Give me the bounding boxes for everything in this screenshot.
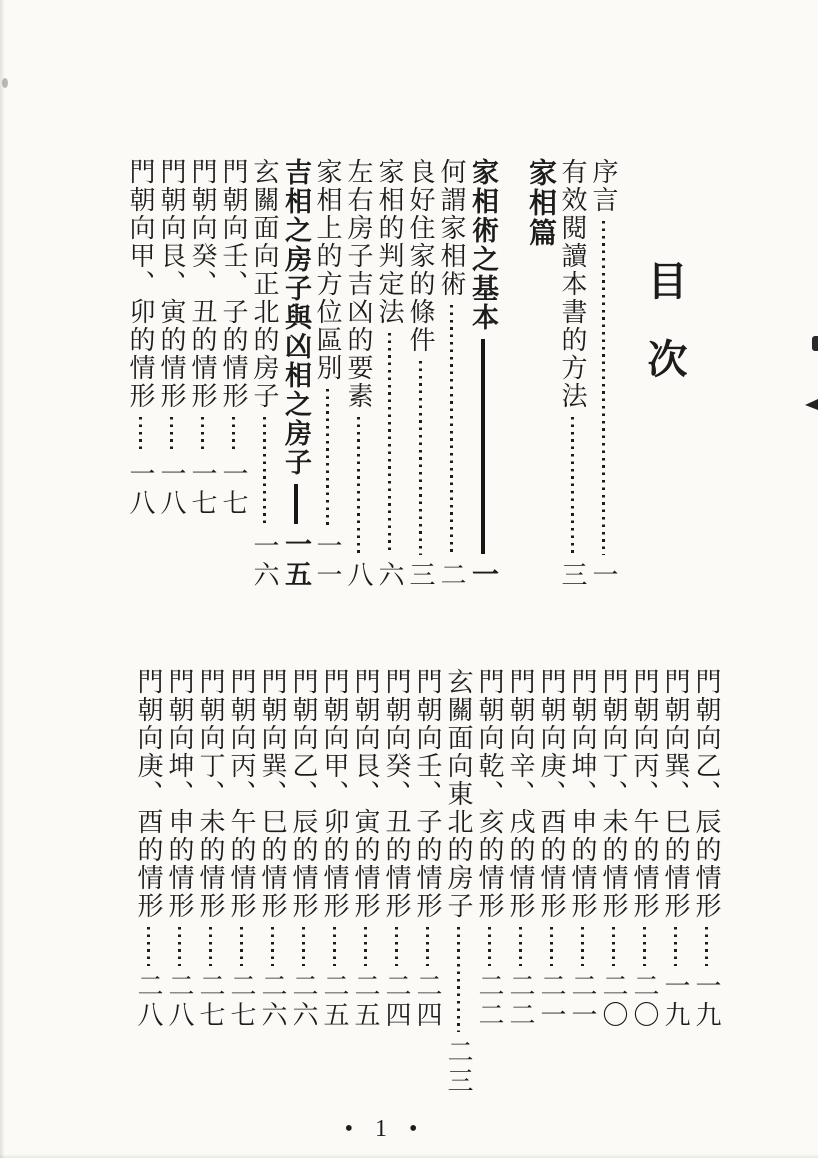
toc-page-number: 一八	[126, 460, 155, 518]
toc-entry	[259, 668, 285, 1030]
toc-entry	[220, 158, 246, 518]
page-number-text: • 1 •	[344, 1116, 426, 1142]
toc-entry	[414, 668, 440, 1030]
leader-dots	[457, 927, 460, 1032]
toc-page-number: 一一	[313, 532, 342, 590]
leader-dots	[364, 927, 367, 966]
toc-page-number: 一八	[157, 460, 186, 518]
toc-entry-title: 玄關面向東北的房子	[444, 668, 473, 920]
toc-page-number: 二三	[444, 1038, 473, 1096]
toc-page-number: 一九	[661, 972, 690, 1030]
toc-entry	[290, 668, 316, 1030]
leader-line	[481, 339, 485, 554]
toc-entry	[314, 158, 340, 590]
toc-entry-title: 門朝向丁、未的情形	[196, 668, 225, 920]
toc-entry-title: 門朝向乙、辰的情形	[692, 668, 721, 920]
toc-entry-title: 門朝向丙、午的情形	[630, 668, 659, 920]
toc-top-section	[122, 158, 692, 628]
toc-entry	[197, 668, 223, 1030]
toc-entry	[469, 158, 496, 590]
toc-entry	[228, 668, 254, 1030]
toc-entry	[445, 668, 471, 1096]
toc-entry-title: 門朝向艮、寅的情形	[157, 158, 186, 410]
toc-entry	[166, 668, 192, 1030]
leader-dots	[426, 927, 429, 966]
leader-dots	[178, 927, 181, 966]
toc-entry-title: 門朝向癸、丑的情形	[188, 158, 217, 410]
toc-entry-title: 良好住家的條件	[406, 158, 435, 354]
toc-entry-title: 門朝向辛、戌的情形	[506, 668, 535, 920]
toc-page-number: 二〇	[630, 972, 659, 1030]
scan-speck	[812, 336, 818, 351]
toc-entry-title: 門朝向乙、辰的情形	[289, 668, 318, 920]
toc-page-number: 一五	[281, 530, 311, 590]
leader-dots	[201, 417, 204, 454]
page-title	[642, 158, 687, 628]
toc-page-number: 二〇	[599, 972, 628, 1030]
toc-entry	[590, 158, 616, 590]
toc-page-number: 二六	[258, 972, 287, 1030]
leader-dots	[271, 927, 274, 966]
toc-entry-title: 門朝向甲、卯的情形	[126, 158, 155, 410]
toc-entry-title: 門朝向庚、酉的情形	[134, 668, 163, 920]
toc-entry-title: 門朝向巽、巳的情形	[258, 668, 287, 920]
leader-dots	[550, 927, 553, 966]
toc-entry	[282, 158, 309, 590]
toc-entry-title: 門朝向壬、子的情形	[219, 158, 248, 410]
toc-page-number: 一七	[219, 460, 248, 518]
toc-entry-title: 何謂家相術	[437, 158, 466, 298]
leader-dots	[450, 305, 453, 555]
leader-dots	[333, 927, 336, 966]
toc-entry	[507, 668, 533, 1030]
toc-page-number: 二八	[134, 972, 163, 1030]
toc-page-number: 三	[406, 561, 435, 590]
toc-entry	[352, 668, 378, 1030]
toc-entry-title: 門朝向甲、卯的情形	[320, 668, 349, 920]
toc-entry	[321, 668, 347, 1030]
toc-entry	[600, 668, 626, 1030]
toc-page-number: 八	[344, 561, 373, 590]
leader-dots	[674, 927, 677, 966]
leader-dots	[302, 927, 305, 966]
toc-entry-title: 門朝向乾、亥的情形	[475, 668, 504, 920]
leader-dots	[705, 927, 708, 966]
toc-entry-title: 門朝向庚、酉的情形	[537, 668, 566, 920]
toc-entry	[383, 668, 409, 1030]
toc-entry	[476, 668, 502, 1030]
toc-page-number: 一九	[692, 972, 721, 1030]
toc-entry	[127, 158, 153, 518]
toc-page-number: 二一	[537, 972, 566, 1030]
toc-entry-title: 家相的判定法	[375, 158, 404, 326]
toc-entry-title: 序言	[589, 158, 618, 214]
leader-dots	[147, 927, 150, 966]
leader-dots	[232, 417, 235, 454]
toc-page-number: 二六	[289, 972, 318, 1030]
leader-dots	[388, 333, 391, 555]
toc-page-number: 二二	[506, 972, 535, 1030]
toc-entry-title: 門朝向丙、午的情形	[227, 668, 256, 920]
leader-dots	[395, 927, 398, 966]
scan-speck	[805, 399, 818, 410]
toc-entry-title: 門朝向艮、寅的情形	[351, 668, 380, 920]
toc-entry-title: 吉相之房子與凶相之房子	[281, 158, 311, 477]
scan-speck	[2, 78, 8, 88]
toc-page-number: 二	[437, 561, 466, 590]
toc-entry-title: 門朝向壬、子的情形	[413, 668, 442, 920]
leader-dots	[519, 927, 522, 966]
toc-page-number: 二二	[475, 972, 504, 1030]
leader-line	[294, 484, 298, 524]
toc-page-number: 二四	[413, 972, 442, 1030]
toc-entry	[569, 668, 595, 1030]
toc-entry-title: 家相術之基本	[468, 158, 498, 332]
leader-dots	[419, 361, 422, 555]
toc-entry-title: 家相篇	[525, 158, 556, 248]
toc-entry	[631, 668, 657, 1030]
leader-dots	[571, 417, 574, 555]
toc-page-number: 二五	[351, 972, 380, 1030]
leader-dots	[326, 389, 329, 526]
toc-page-number: 二七	[196, 972, 225, 1030]
leader-dots	[209, 927, 212, 966]
toc-entry-title: 門朝向癸、丑的情形	[382, 668, 411, 920]
leader-dots	[139, 417, 142, 454]
leader-dots	[602, 221, 605, 555]
toc-entry	[135, 668, 161, 1030]
leader-dots	[170, 417, 173, 454]
page-number-footer	[330, 1116, 440, 1143]
toc-entry-title: 左右房子吉凶的要素	[344, 158, 373, 410]
toc-entry	[407, 158, 433, 590]
leader-dots	[263, 417, 266, 526]
toc-entry	[376, 158, 402, 590]
leader-dots	[488, 927, 491, 966]
toc-entry-title: 有效閱讀本書的方法	[558, 158, 587, 410]
toc-page-number: 三	[558, 561, 587, 590]
toc-page-number: 二四	[382, 972, 411, 1030]
toc-entry-title: 玄關面向正北的房子	[250, 158, 279, 410]
toc-entry	[438, 158, 464, 590]
toc-entry-title: 門朝向坤、申的情形	[568, 668, 597, 920]
toc-entry-title: 門朝向巽、巳的情形	[661, 668, 690, 920]
toc-entry	[345, 158, 371, 590]
leader-dots	[581, 927, 584, 966]
toc-entry	[559, 158, 585, 590]
toc-entry	[538, 668, 564, 1030]
toc-entry-title: 家相上的方位區別	[313, 158, 342, 382]
leader-dots	[612, 927, 615, 966]
toc-entry-title: 門朝向丁、未的情形	[599, 668, 628, 920]
toc-entry	[662, 668, 688, 1030]
leader-dots	[240, 927, 243, 966]
toc-bottom-section	[130, 668, 724, 1108]
toc-page-number: 一	[589, 561, 618, 590]
toc-page-number: 一七	[188, 460, 217, 518]
toc-page-number: 二七	[227, 972, 256, 1030]
toc-page-number: 二八	[165, 972, 194, 1030]
leader-dots	[643, 927, 646, 966]
toc-entry	[251, 158, 277, 590]
toc-entry-title: 門朝向坤、申的情形	[165, 668, 194, 920]
toc-entry	[189, 158, 215, 518]
page-title-text: 目次	[642, 260, 687, 416]
toc-page-number: 二五	[320, 972, 349, 1030]
leader-dots	[357, 417, 360, 555]
toc-page-number: 六	[375, 561, 404, 590]
toc-section-heading	[526, 158, 554, 628]
toc-entry	[693, 668, 719, 1030]
toc-page-number: 二一	[568, 972, 597, 1030]
toc-page-number: 一六	[250, 532, 279, 590]
toc-page-number: 一	[468, 560, 498, 590]
toc-entry	[158, 158, 184, 518]
